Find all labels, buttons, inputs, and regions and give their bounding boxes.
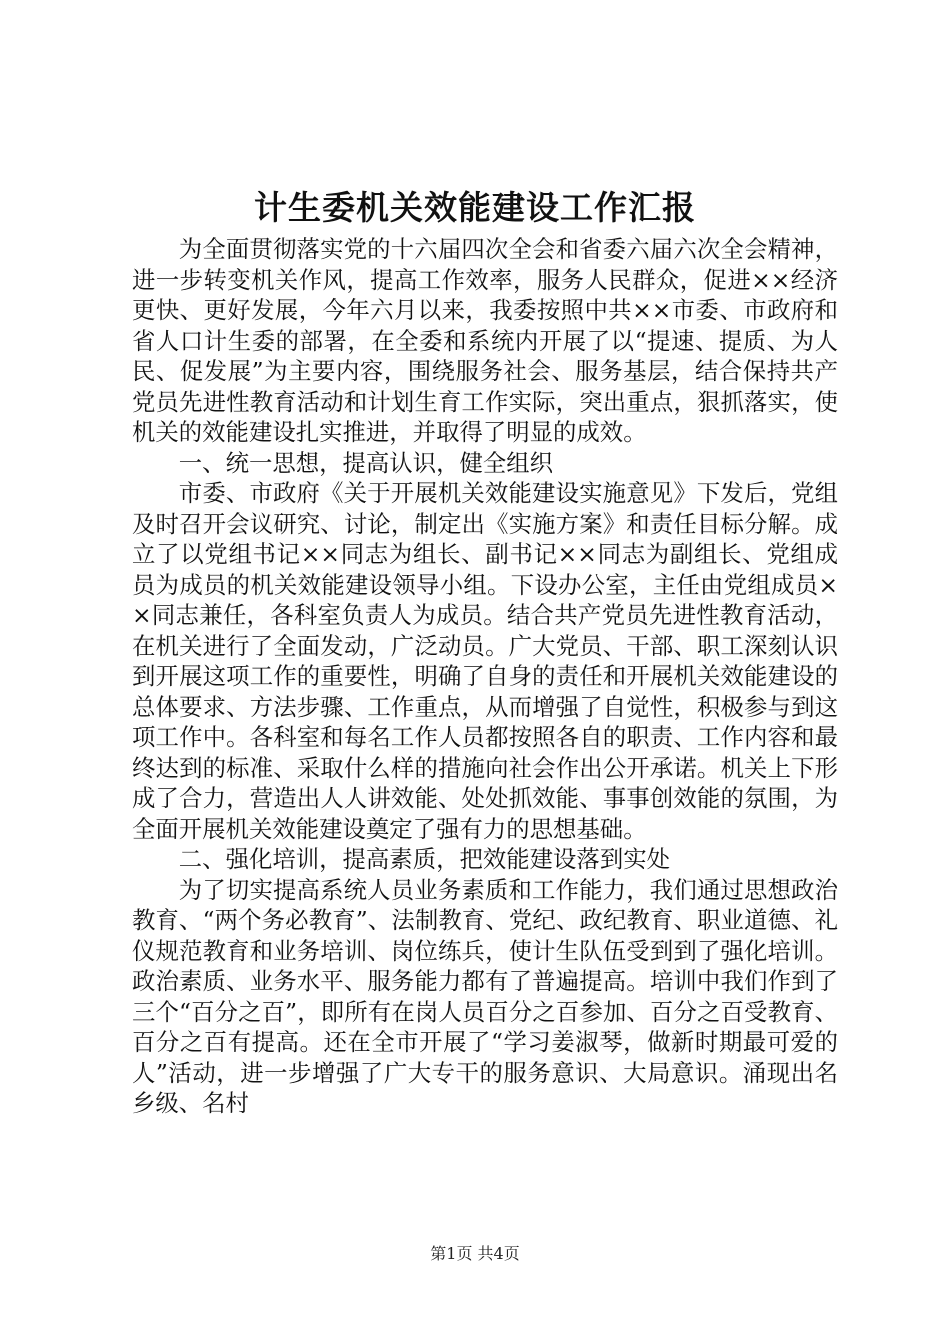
document-body — [132, 234, 838, 1119]
section-heading-2: 二、强化培训，提高素质，把效能建设落到实处 — [178, 845, 670, 873]
page-number-footer: 第1页 共4页 — [430, 1244, 520, 1263]
section-heading-1: 一、统一思想，提高认识，健全组织 — [178, 448, 554, 477]
section-2-paragraph: 为了切实提高系统人员业务素质和工作能力，我们通过思想政治教育、“两个务必教育”、法制教育、党纪、政纪教育、职业道德、礼仪规范教育和业务培训、岗位练兵，使计生队伍受到到了强化培训。政治素质、业务水平、服务能力都有了普遍提高。培训中我们作到了三个“百分之百”，即所有在岗人员百分之百参加、百分之百受教育、百分之百有提高。还在全市开展了“学习姜淑琴，做新时期最可爱的人”活动，进一步增强了广大专干的服务意识、大局意识。涌现出名乡级、名村 — [132, 875, 838, 1117]
intro-paragraph: 为全面贯彻落实党的十六届四次全会和省委六届六次全会精神，进一步转变机关作风，提高工作效率，服务人民群众，促进××经济更快、更好发展，今年六月以来，我委按照中共××市委、市政府和省人口计生委的部署，在全委和系统内开展了以“提速、提质、为人民、促发展”为主要内容，围绕服务社会、服务基层，结合保持共产党员先进性教育活动和计划生育工作实际，突出重点，狠抓落实，使机关的效能建设扎实推进，并取得了明显的成效。 — [132, 235, 838, 446]
page-title: 计生委机关效能建设工作汇报 — [254, 188, 696, 227]
section-1-paragraph: 市委、市政府《关于开展机关效能建设实施意见》下发后，党组及时召开会议研究、讨论，制定出《实施方案》和责任目标分解。成立了以党组书记××同志为组长、副书记××同志为副组长、党组成员为成员的机关效能建设领导小组。下设办公室，主任由党组成员××同志兼任，各科室负责人为成员。结合共产党员先进性教育活动，在机关进行了全面发动，广泛动员。广大党员、干部、职工深刻认识到开展这项工作的重要性，明确了自身的责任和开展机关效能建设的总体要求、方法步骤、工作重点，从而增强了自觉性，积极参与到这项工作中。各科室和每名工作人员都按照各自的职责、工作内容和最终达到的标准、采取什么样的措施向社会作出公开承诺。机关上下形成了合力，营造出人人讲效能、处处抓效能、事事创效能的氛围，为全面开展机关效能建设奠定了强有力的思想基础。 — [132, 479, 838, 843]
